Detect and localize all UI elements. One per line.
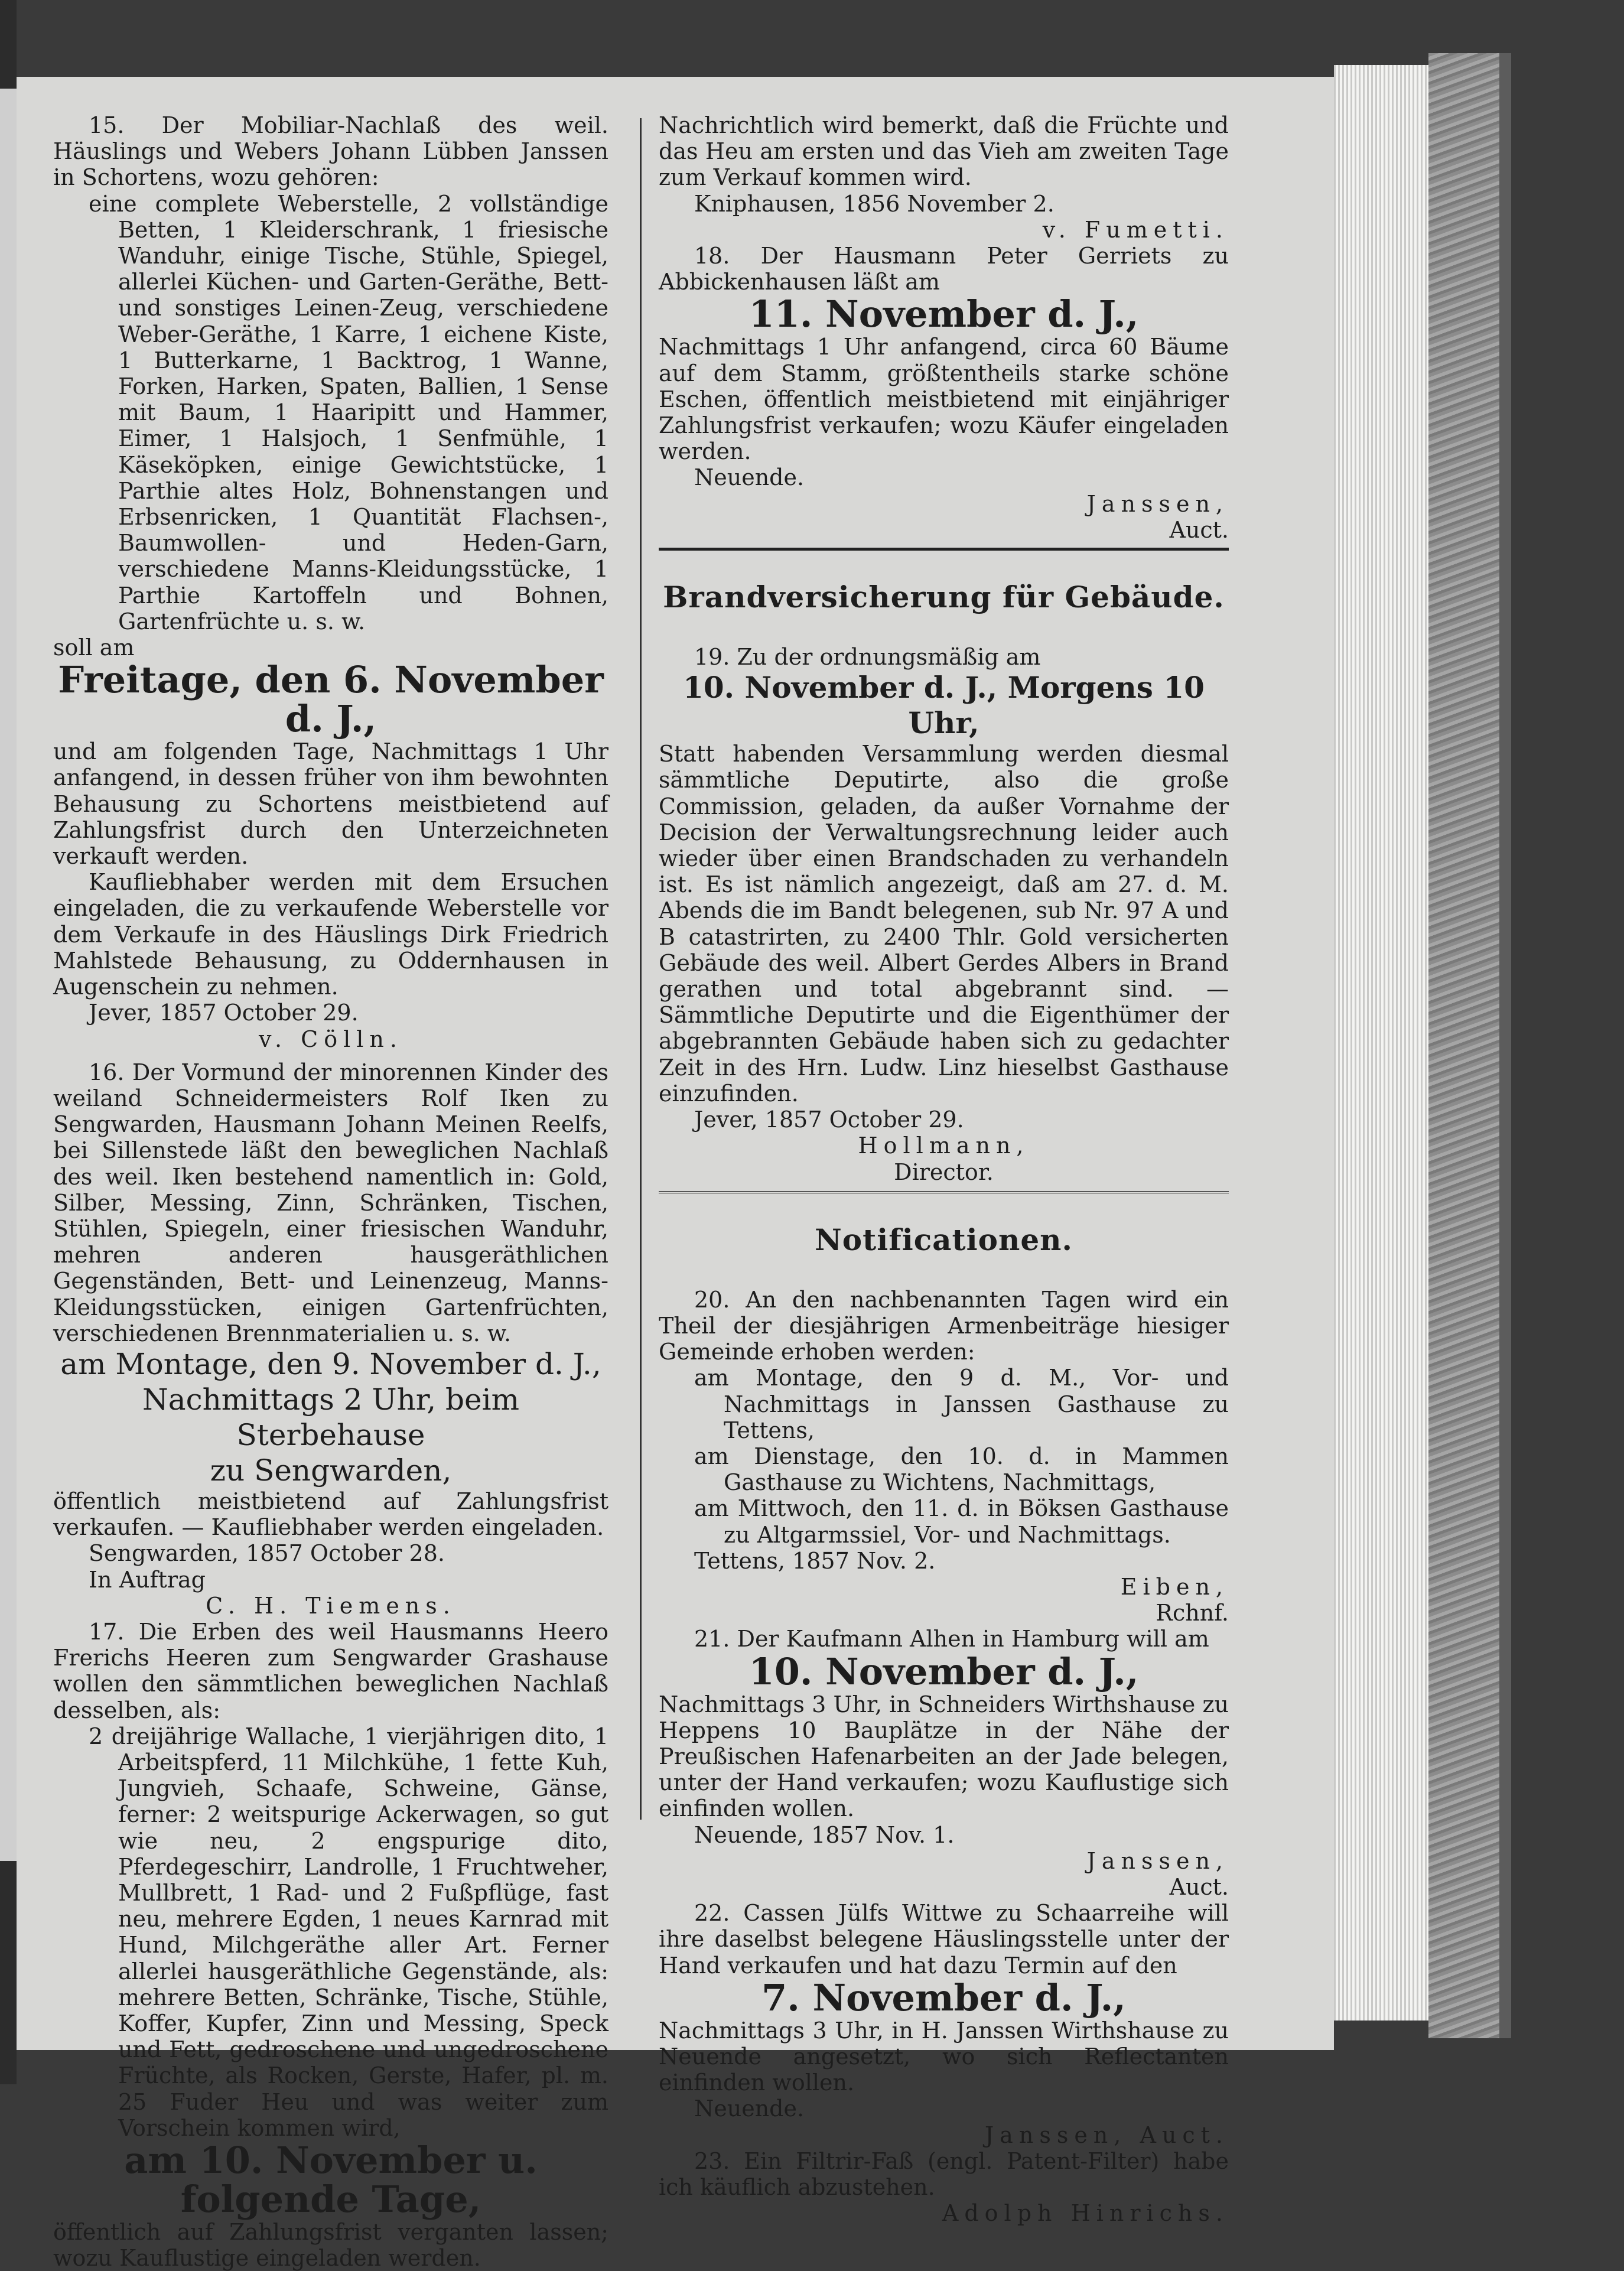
notice-22-body: 22. Cassen Jülfs Wittwe zu Schaarreihe will ihre daselbst belegene Häuslingsstelle unter der Hand verkaufen und hat dazu Termin auf den [659, 1900, 1229, 1979]
notice-16-date-line2: Nachmittags 2 Uhr, beim Sterbehause [142, 1382, 519, 1452]
notice-18-role: Auct. [1169, 516, 1229, 543]
notice-19-date: 10. November d. J., Morgens 10 Uhr, [683, 670, 1205, 741]
notice-16-date-line1: am Montage, den 9. November d. J., [60, 1346, 601, 1381]
section-rule-2 [659, 1191, 1229, 1193]
notice-16-body: 16. Der Vormund der minorennen Kinder des weiland Schneidermeisters Rolf Iken zu Sengwarden, Hausmann Johann Meinen Reelfs, bei Sillenstede läßt den beweglichen Nachlaß des weil. Iken bestehend namentlich in: Gold, Silber, Messing, Zinn, Schränken, Tischen, Stühlen, Spiegeln, einer friesischen Wanduhr, mehren anderen hausgeräthlichen Gegenständen, Bett- und Leinenzeug, Manns-Kleidungsstücken, einigen Gartenfrüchten, verschiedenen Brennmaterialien u. s. w. [53, 1059, 608, 1346]
notice-22-body2: Nachmittags 3 Uhr, in H. Janssen Wirthshause zu Neuende angesetzt, wo sich Reflectanten einfinden wollen. [659, 2017, 1229, 2096]
notice-18-body: 18. Der Hausmann Peter Gerriets zu Abbickenhausen läßt am [659, 243, 1229, 295]
notice-continuation [659, 112, 1229, 243]
notice-22 [659, 1900, 1229, 2148]
notice-16 [53, 1059, 608, 1619]
notice-20-line2: am Dienstage, den 10. d. in Mammen Gasthause zu Wichtens, Nachmittags, [694, 1443, 1229, 1496]
section-rule-1 [659, 548, 1229, 551]
notice-15-signature: v. Cölln. [259, 1026, 403, 1052]
notice-18-place: Neuende. [694, 464, 805, 491]
notice-21-body2: Nachmittags 3 Uhr, in Schneiders Wirthshause zu Heppens 10 Bauplätze in der Nähe der Preußischen Hafenarbeiten an der Jade belegen, unter der Hand verkaufen; wozu Kauflustige sich einfinden wollen. [659, 1691, 1229, 1822]
notice-20-body: 20. An den nachbenannten Tagen wird ein Theil der diesjährigen Armenbeiträge hiesiger Gemeinde erhoben werden: [659, 1286, 1229, 1365]
notice-20-line1: am Montage, den 9 d. M., Vor- und Nachmittags in Janssen Gasthause zu Tettens, [694, 1365, 1229, 1443]
notice-23-body: 23. Ein Filtrir-Faß (engl. Patent-Filter) habe ich käuflich abzustehen. [659, 2148, 1229, 2200]
notice-15-body: und am folgenden Tage, Nachmittags 1 Uhr anfangend, in dessen früher von ihm bewohnten Behausung zu Schortens meistbietend auf Zahlungsfrist durch den Unterzeichneten verkauft werden. [53, 738, 608, 870]
notice-20-place: Tettens, 1857 Nov. 2. [694, 1547, 936, 1574]
notice-21-body: 21. Der Kaufmann Alhen in Hamburg will am [694, 1626, 1209, 1652]
notice-19-role: Director. [894, 1159, 994, 1185]
left-column [53, 112, 608, 2271]
notice-20-signature: Eiben, [1120, 1573, 1229, 1600]
right-column [659, 112, 1229, 2226]
notice-22-place: Neuende. [694, 2096, 805, 2122]
notice-19-signature: Hollmann, [858, 1133, 1030, 1159]
notice-18 [659, 243, 1229, 543]
notice-19-body2: Statt habenden Versammlung werden diesmal sämmtliche Deputirte, also die große Commission, geladen, da außer Vornahme der Decision der Verwaltungsrechnung leider auch wieder über einen Brandschaden zu verhandeln ist. Es ist nämlich angezeigt, daß am 27. d. M. Abends die im Bandt belegenen, sub Nr. 97 A und B catastrirten, zu 2400 Thlr. Gold versicherten Gebäude des weil. Albert Gerdes Albers in Brand gerathen und total abgebrannt sind. — Sämmtliche Deputirte und die Eigenthümer der abgebrannten Gebäude haben sich zu gedachter Zeit in des Hrn. Ludw. Linz hieselbst Gasthause einzufinden. [659, 741, 1229, 1107]
book-cover-binding [1428, 53, 1499, 2038]
notice-16-auftrag: In Auftrag [89, 1566, 206, 1593]
continuation-signature: v. Fumetti. [1042, 216, 1229, 243]
notice-23 [659, 2148, 1229, 2227]
notice-17-body2: öffentlich auf Zahlungsfrist verganten lassen; wozu Kauflustige eingeladen werden. [53, 2219, 608, 2271]
notice-17-goods: 2 dreijährige Wallache, 1 vierjährigen dito, 1 Arbeitspferd, 11 Milchkühe, 1 fette Kuh, Jungvieh, Schaafe, Schweine, Gänse, ferner: 2 weitspurige Ackerwagen, so gut wie neu, 2 engspurige dito, Pferdegeschirr, Landrolle, 1 Fruchtweher, Mullbrett, 1 Rad- und 2 Fußpflüge, fast neu, mehrere Egden, 1 neues Karnrad mit Hund, Milchgeräthe aller Art. Ferner allerlei hausgeräthliche Gegenstände, als: mehrere Betten, Schränke, Tische, Stühle, Koffer, Kupfer, Zinn und Messing, Speck und Fett, gedroschene und ungedroschene Früchte, als Rocken, Gerste, Hafer, pl. m. 25 Fuder Heu und was weiter zum Vorschein kommen wird, [89, 1723, 608, 2141]
notice-19-place: Jever, 1857 October 29. [694, 1107, 964, 1133]
notice-20-role: Rchnf. [1156, 1600, 1229, 1626]
continuation-place: Kniphausen, 1856 November 2. [694, 190, 1055, 217]
previous-page-edge [0, 89, 17, 1861]
notice-19 [659, 644, 1229, 1185]
notice-15-body2: Kaufliebhaber werden mit dem Ersuchen eingeladen, die zu verkaufende Weberstelle vor dem Verkaufe in des Häuslings Dirk Friedrich Mahlstede Behausung, zu Oddernhausen in Augenschein zu nehmen. [53, 869, 608, 1000]
notice-16-place: Sengwarden, 1857 October 28. [89, 1540, 445, 1567]
notice-16-signature: C. H. Tiemens. [206, 1592, 456, 1619]
notice-19-body: 19. Zu der ordnungsmäßig am [694, 644, 1041, 671]
notice-16-date-line3: zu Sengwarden, [210, 1453, 452, 1488]
book-cover-edge [1499, 53, 1511, 2038]
notice-15 [53, 112, 608, 1052]
notice-17-date: am 10. November u. folgende Tage, [124, 2139, 538, 2221]
notice-17-body: 17. Die Erben des weil Hausmanns Heero Frerichs Heeren zum Sengwarder Grashause wollen den sämmtlichen beweglichen Nachlaß desselben, als: [53, 1618, 608, 1723]
notice-21 [659, 1626, 1229, 1900]
section-title-notificationen: Notificationen. [815, 1222, 1073, 1257]
notice-20 [659, 1287, 1229, 1626]
notice-21-place: Neuende, 1857 Nov. 1. [694, 1821, 955, 1848]
notice-16-body2: öffentlich meistbietend auf Zahlungsfrist verkaufen. — Kaufliebhaber werden eingeladen. [53, 1488, 608, 1541]
notice-18-signature: Janssen, [1086, 490, 1229, 517]
notice-21-role: Auct. [1169, 1873, 1229, 1900]
notice-23-signature: Adolph Hinrichs. [942, 2200, 1229, 2227]
column-divider [640, 118, 642, 1820]
notice-21-signature: Janssen, [1086, 1847, 1229, 1874]
notice-20-line3: am Mittwoch, den 11. d. in Böksen Gasthause zu Altgarmssiel, Vor- und Nachmittags. [694, 1495, 1229, 1548]
notice-17 [53, 1619, 608, 2271]
notice-15-goods: eine complete Weberstelle, 2 vollständige Betten, 1 Kleiderschrank, 1 friesische Wanduhr, einige Tische, Stühle, Spiegel, allerlei Küchen- und Garten-Geräthe, Bett- und sonstiges Leinen-Zeug, verschiedene Weber-Geräthe, 1 Karre, 1 eichene Kiste, 1 Butterkarne, 1 Backtrog, 1 Wanne, Forken, Harken, Spaten, Ballien, 1 Sense mit Baum, 1 Haaripitt und Hammer, Eimer, 1 Halsjoch, 1 Senfmühle, 1 Käseköpken, einige Gewichtstücke, 1 Parthie altes Holz, Bohnenstangen und Erbsenricken, 1 Quantität Flachsen-, Baumwollen- und Heden-Garn, verschiedene Manns-Kleidungsstücke, 1 Parthie Kartoffeln und Bohnen, Gartenfrüchte u. s. w. [89, 190, 608, 635]
section-title-brandversicherung: Brandversicherung für Gebäude. [663, 580, 1225, 615]
notice-21-date: 10. November d. J., [748, 1649, 1139, 1693]
notice-18-date: 11. November d. J., [748, 292, 1139, 336]
continuation-body: Nachrichtlich wird bemerkt, daß die Früchte und das Heu am ersten und das Vieh am zweiten Tage zum Verkauf kommen wird. [659, 112, 1229, 191]
notice-15-place: Jever, 1857 October 29. [89, 1000, 359, 1026]
notice-15-soll: soll am [53, 635, 135, 661]
notice-22-date: 7. November d. J., [761, 1976, 1126, 2019]
notice-18-body2: Nachmittags 1 Uhr anfangend, circa 60 Bäume auf dem Stamm, größtentheils starke schöne Eschen, öffentlich meistbietend mit einjähriger Zahlungsfrist verkaufen; wozu Käufer eingeladen werden. [659, 334, 1229, 465]
notice-22-signature: Janssen, Auct. [984, 2122, 1229, 2148]
notice-15-date: Freitage, den 6. November d. J., [58, 658, 604, 741]
notice-15-intro: 15. Der Mobiliar-Nachlaß des weil. Häuslings und Webers Johann Lübben Janssen in Schortens, wozu gehören: [53, 112, 608, 191]
page-stack-edges [1334, 65, 1428, 2021]
